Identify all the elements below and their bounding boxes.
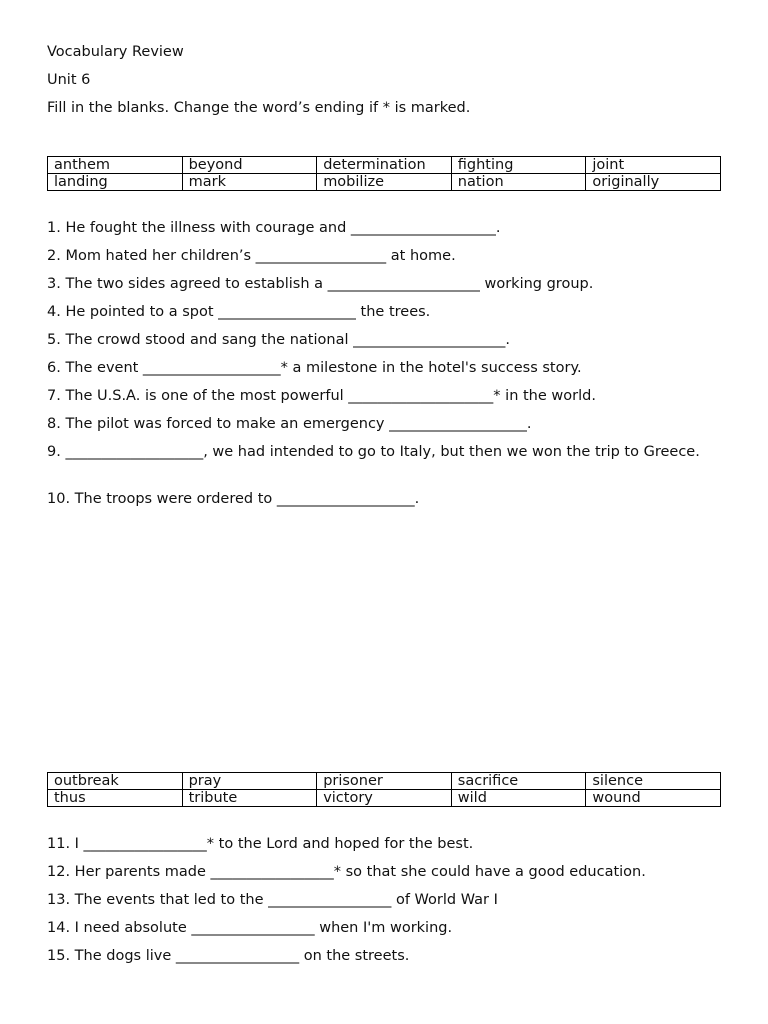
- question-5: 5. The crowd stood and sang the national _____________________.: [47, 332, 510, 348]
- question-4: 4. He pointed to a spot ___________________ the trees.: [47, 304, 431, 320]
- word-bank-cell: silence: [586, 773, 721, 790]
- word-bank-cell: wild: [451, 790, 586, 807]
- word-bank-1: [47, 156, 721, 191]
- word-bank-cell: nation: [451, 174, 586, 191]
- word-bank-cell: determination: [317, 157, 452, 174]
- question-9: 9. ___________________, we had intended to go to Italy, but then we won the trip to Greece.: [47, 444, 700, 460]
- word-bank-2: [47, 772, 721, 807]
- word-bank-cell: tribute: [182, 790, 317, 807]
- question-2: 2. Mom hated her children’s __________________ at home.: [47, 248, 456, 264]
- word-bank-cell: anthem: [48, 157, 183, 174]
- question-10: 10. The troops were ordered to ___________________.: [47, 491, 420, 507]
- word-bank-cell: pray: [182, 773, 317, 790]
- word-bank-row: [48, 174, 721, 191]
- question-14: 14. I need absolute _________________ when I'm working.: [47, 920, 453, 936]
- word-bank-cell: beyond: [182, 157, 317, 174]
- question-7: 7. The U.S.A. is one of the most powerful ____________________* in the world.: [47, 388, 596, 404]
- word-bank-row: [48, 157, 721, 174]
- word-bank-cell: sacrifice: [451, 773, 586, 790]
- word-bank-cell: mobilize: [317, 174, 452, 191]
- word-bank-cell: joint: [586, 157, 721, 174]
- question-15: 15. The dogs live _________________ on the streets.: [47, 948, 410, 964]
- word-bank-cell: victory: [317, 790, 452, 807]
- page-title: Vocabulary Review: [47, 44, 184, 60]
- word-bank-cell: wound: [586, 790, 721, 807]
- unit-label: Unit 6: [47, 72, 91, 88]
- word-bank-cell: prisoner: [317, 773, 452, 790]
- question-3: 3. The two sides agreed to establish a _____________________ working group.: [47, 276, 594, 292]
- instructions: Fill in the blanks. Change the word’s ending if * is marked.: [47, 100, 471, 116]
- word-bank-cell: originally: [586, 174, 721, 191]
- word-bank-cell: mark: [182, 174, 317, 191]
- question-1: 1. He fought the illness with courage and ____________________.: [47, 220, 501, 236]
- word-bank-cell: fighting: [451, 157, 586, 174]
- question-11: 11. I _________________* to the Lord and hoped for the best.: [47, 836, 474, 852]
- question-6: 6. The event ___________________* a milestone in the hotel's success story.: [47, 360, 582, 376]
- question-12: 12. Her parents made _________________* so that she could have a good education.: [47, 864, 646, 880]
- word-bank-row: [48, 790, 721, 807]
- word-bank-cell: outbreak: [48, 773, 183, 790]
- word-bank-row: [48, 773, 721, 790]
- word-bank-cell: landing: [48, 174, 183, 191]
- question-8: 8. The pilot was forced to make an emergency ___________________.: [47, 416, 532, 432]
- word-bank-cell: thus: [48, 790, 183, 807]
- question-13: 13. The events that led to the _________________ of World War I: [47, 892, 498, 908]
